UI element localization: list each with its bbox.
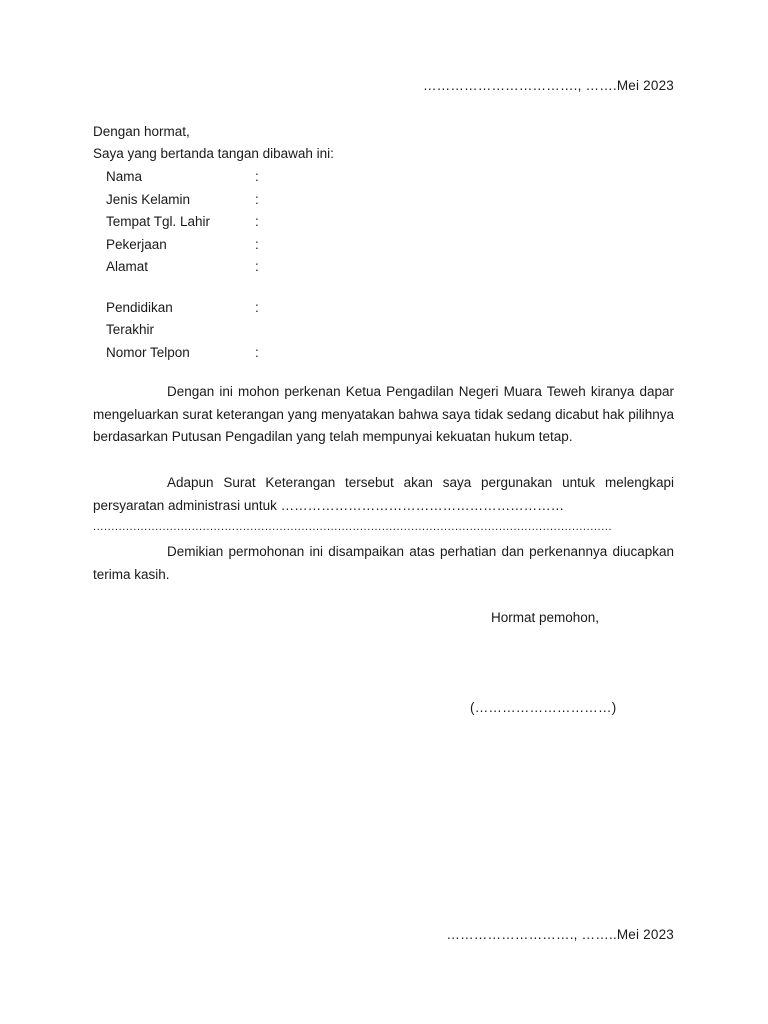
field-label: Nama <box>106 169 143 184</box>
field-label: Alamat <box>106 259 149 274</box>
body-paragraph-request <box>93 381 674 449</box>
field-alamat <box>106 258 406 281</box>
field-colon: : <box>255 214 259 229</box>
field-label: Terakhir <box>106 322 155 337</box>
field-label: Jenis Kelamin <box>106 191 191 207</box>
field-colon: : <box>255 299 259 315</box>
paragraph-text: Demikian permohonan ini disampaikan atas perhatian dan perkenannya diucapkan terima kasih. <box>93 544 674 582</box>
fill-in-dotted-line: .............................................................................................................................................. <box>93 521 613 533</box>
field-label: Tempat Tgl. Lahir <box>106 214 211 229</box>
field-spacer <box>106 281 406 299</box>
greeting: Dengan hormat, <box>93 124 190 139</box>
field-colon: : <box>255 344 259 360</box>
closing-salutation: Hormat pemohon, <box>491 610 600 625</box>
field-colon: : <box>255 191 259 207</box>
field-colon: : <box>255 169 259 184</box>
body-paragraph-closing <box>93 541 674 586</box>
letter-date-bottom: ………………………., ……..Mei 2023 <box>446 927 674 942</box>
field-pekerjaan <box>106 236 406 259</box>
paragraph-text: Dengan ini mohon perkenan Ketua Pengadilan Negeri Muara Teweh kiranya dapar mengeluarkan surat keterangan yang menyatakan bahwa saya tidak sedang dicabut hak pilihnya berdasarkan Putusan Pengadilan yang telah mempunyai kekuatan hukum tetap. <box>93 384 674 445</box>
field-tempat-tgl-lahir <box>106 213 406 236</box>
signature-blank: (…………………………) <box>470 700 617 715</box>
intro-line: Saya yang bertanda tangan dibawah ini: <box>93 146 334 161</box>
field-nomor-telpon <box>106 344 406 367</box>
field-jenis-kelamin <box>106 191 406 214</box>
body-paragraph-purpose <box>93 472 674 517</box>
field-terakhir <box>106 321 406 344</box>
letter-date-top: ……………………………., …….Mei 2023 <box>422 78 674 93</box>
field-nama <box>106 168 406 191</box>
field-colon: : <box>255 236 259 252</box>
field-label: Nomor Telpon <box>106 344 190 360</box>
applicant-fields <box>106 168 406 366</box>
field-label: Pendidikan <box>106 299 173 315</box>
field-pendidikan <box>106 299 406 322</box>
field-label: Pekerjaan <box>106 236 167 252</box>
field-colon: : <box>255 259 259 274</box>
paragraph-text: Adapun Surat Keterangan tersebut akan saya pergunakan untuk melengkapi persyaratan administrasi untuk ……………………………………………………… <box>93 475 674 513</box>
